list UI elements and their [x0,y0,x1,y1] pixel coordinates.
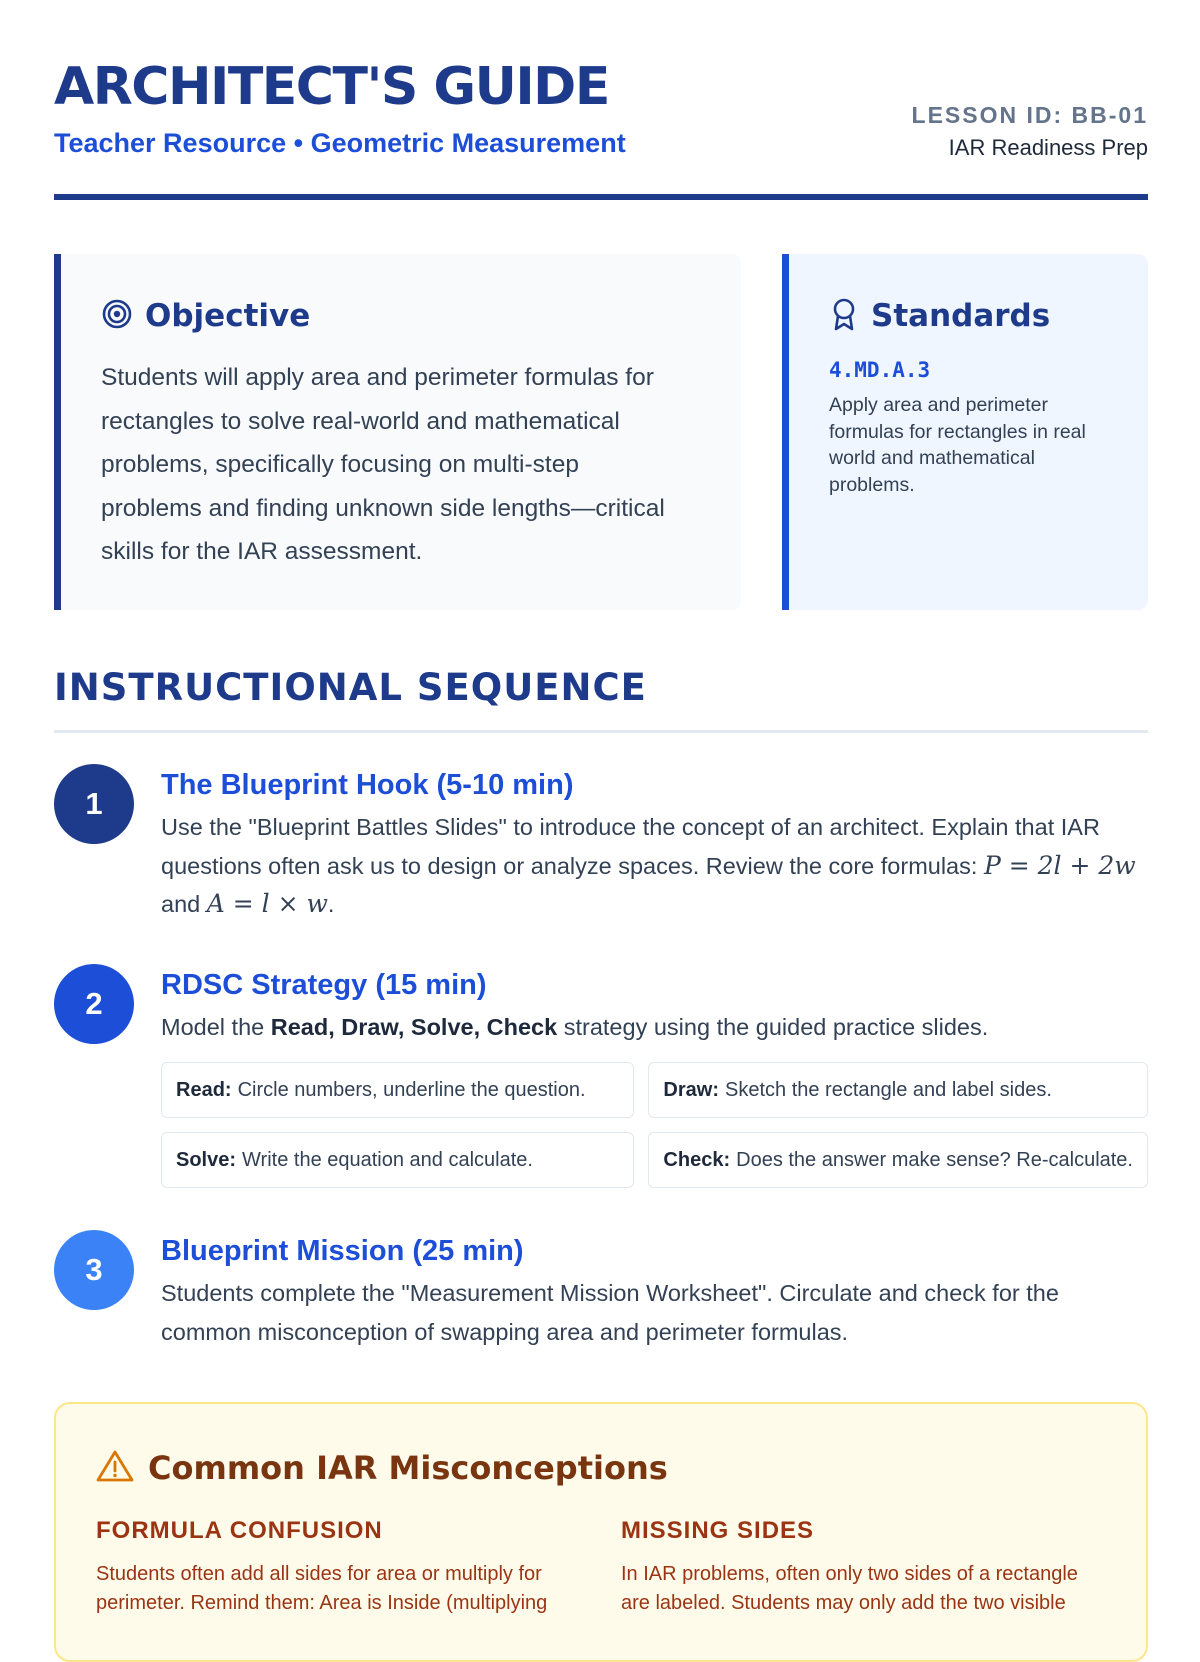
standards-heading [829,296,1050,336]
step-description: Students complete the "Measurement Mission Worksheet". Circulate and check for the common misconception of swapping area and perimeter formulas. [161,1280,1059,1345]
misconceptions-title: Common IAR Misconceptions [148,1449,668,1487]
page-header [54,56,1148,200]
section-divider [54,730,1148,733]
objective-heading [101,296,310,336]
target-icon [101,298,133,335]
lesson-tag: IAR Readiness Prep [948,135,1148,160]
page-subtitle: Teacher Resource • Geometric Measurement [54,128,626,158]
page-title: ARCHITECT'S GUIDE [54,57,609,117]
misconceptions-heading [96,1448,668,1488]
standards-card [782,254,1148,610]
rdsc-strategy-grid [161,1062,1148,1188]
strategy-solve: Solve: Write the equation and calculate. [161,1132,634,1188]
header-divider [54,194,1148,200]
misconception-missing-sides [621,1516,1101,1618]
warning-icon [96,1449,134,1488]
area-formula: A = l × w [206,889,328,918]
strategy-draw: Draw: Sketch the rectangle and label sides. [648,1062,1148,1118]
misconception-title: FORMULA CONFUSION [96,1517,383,1544]
step-title: Blueprint Mission (25 min) [161,1235,524,1267]
objective-title: Objective [145,298,311,334]
step-title: The Blueprint Hook (5-10 min) [161,769,574,801]
objective-card [54,254,741,610]
standard-description: Apply area and perimeter formulas for rectangles in real world and mathematical problems. [829,394,1086,496]
section-title: INSTRUCTIONAL SEQUENCE [54,666,647,709]
step-description: Model the Read, Draw, Solve, Check strategy using the guided practice slides. [161,1014,989,1040]
perimeter-formula: P = 2l + 2w [983,850,1136,880]
step-title: RDSC Strategy (15 min) [161,969,487,1001]
misconception-title: MISSING SIDES [621,1517,815,1544]
standard-code: 4.MD.A.3 [829,358,931,382]
misconception-formula-confusion [96,1516,576,1618]
strategy-check: Check: Does the answer make sense? Re-calculate. [648,1132,1148,1188]
misconception-text: Students often add all sides for area or multiply for perimeter. Remind them: Area is Inside (multiplying [96,1563,548,1614]
step-number-badge: 3 [54,1230,134,1310]
lesson-id: LESSON ID: BB-01 [911,102,1148,128]
strategy-read: Read: Circle numbers, underline the question. [161,1062,634,1118]
award-icon [829,297,859,336]
misconceptions-card [54,1402,1148,1662]
misconception-text: In IAR problems, often only two sides of a rectangle are labeled. Students may only add the two visible [621,1563,1078,1614]
step-number-badge: 1 [54,764,134,844]
standards-title: Standards [871,298,1051,334]
step-number-badge: 2 [54,964,134,1044]
objective-text: Students will apply area and perimeter formulas for rectangles to solve real-world and mathematical problems, specifically focusing on multi-step problems and finding unknown side lengths—critical skills for the IAR assessment. [101,364,665,565]
step-description: Use the "Blueprint Battles Slides" to introduce the concept of an architect. Explain that IAR questions often ask us to design or analyze spaces. Review the core formulas: P = 2l + 2w and A = l × w. [161,814,1136,918]
